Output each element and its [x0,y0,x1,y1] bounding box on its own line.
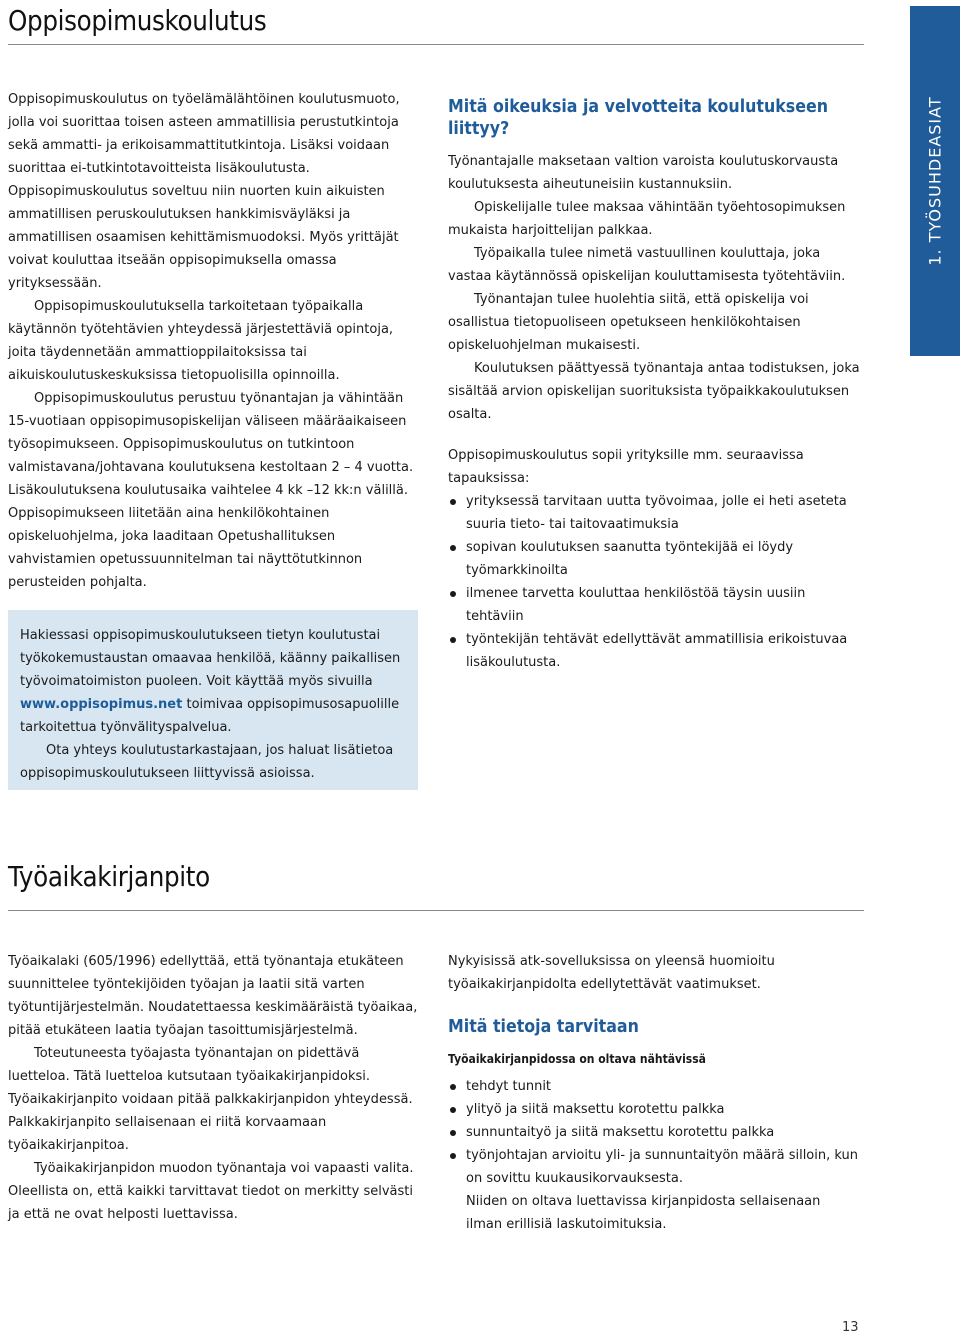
title-rule [8,44,864,45]
body-paragraph: Oppisopimuskoulutuksella tarkoitetaan työpaikalla käytännön työtehtävien yhteydessä järjestettäviä opintoja, joita täydennetään ammattioppilaitoksissa tai aikuiskoulutuskeskuksissa tietopuolisilla opinnoilla. [8,299,394,383]
body-paragraph: Työnantajalle maksetaan valtion varoista koulutuskorvausta koulutuksesta aiheutuneisiin kustannuksiin. [448,154,839,192]
rights-heading: Mitä oikeuksia ja velvotteita koulutukseen liittyy? [448,96,828,139]
list-item: sunnuntaityö ja siitä maksettu korotettu palkka [448,1121,860,1144]
intro-paragraph: Oppisopimuskoulutus on työelämälähtöinen koulutusmuoto, jolla voi suorittaa toisen asteen ammatillisia perustutkintoja sekä ammatti- ja erikoisammattitutkintoja. Lisäksi voidaan suorittaa ei-tutkintotavoitteista lisäkoulutusta. Oppisopimuskoulutus soveltuu niin nuorten kuin aikuisten ammatillisen peruskoulutuksen hankkimisväyläksi ja ammatillisen osaamisen kehittämismuodoksi. Myös yrittäjät voivat kouluttaa itseään oppisopimuksella omassa yrityksessään. [8,92,400,291]
list-item: yrityksessä tarvitaan uutta työvoimaa, jolle ei heti aseteta suuria tieto- tai taitovaatimuksia [448,490,860,536]
body-paragraph: Opiskelijalle tulee maksaa vähintään työehtosopimuksen mukaista harjoittelijan palkkaa. [448,200,846,238]
body-paragraph: Työnantajan tulee huolehtia siitä, että opiskelija voi osallistua tietopuoliseen opetukseen henkilökohtaisen opiskeluohjelman mukaisesti. [448,292,809,353]
section-tab-label: 1. TYÖSUHDEASIAT [925,96,945,266]
info-box [8,610,418,790]
body-paragraph: Nykyisissä atk-sovelluksissa on yleensä huomioitu työaikakirjanpidolta edellytettävät vaatimukset. [448,954,775,992]
section-tab [910,6,960,356]
section1-left-column [8,88,418,594]
list-item: ylityö ja siitä maksettu korotettu palkka [448,1098,860,1121]
oppisopimus-link[interactable]: www.oppisopimus.net [20,697,183,712]
suits-intro: Oppisopimuskoulutus sopii yrityksille mm. seuraavissa tapauksissa: [448,448,804,486]
body-paragraph: Oppisopimuskoulutus perustuu työnantajan ja vähintään 15-vuotiaan oppisopimusopiskelijan väliseen määräaikaiseen työsopimukseen. Oppisopimuskoulutus on tutkintoon valmistavana/johtavana koulutuksena kestoltaan 2 – 4 vuotta. Lisäkoulutuksena koulutusaika vaihtelee 4 kk –12 kk:n välillä. Oppisopimukseen liitetään aina henkilökohtainen opiskeluohjelma, joka laaditaan Opetushallituksen vahvistamien opetussuunnitelman tai näyttötutkinnon perusteiden pohjalta. [8,391,414,590]
section-title: Työaikakirjanpito [8,860,210,893]
body-paragraph: Työaikalaki (605/1996) edellyttää, että työnantaja etukäteen suunnittelee työntekijöiden työajan ja laatii sitä varten työtuntijärjestelmän. Noudatettaessa keskimääräistä työaikaa, pitää etukäteen laatia työajan tasoittumisjärjestelmä. [8,954,418,1038]
info-box-text: Hakiessasi oppisopimuskoulutukseen tietyn koulutustai työkokemustaustan omaavaa henkilöä, käänny paikallisen työvoimatoimiston puoleen. Voit käyttää myös sivuilla www.oppisopimus.net toimivaa oppisopimusosapuolille tarkoitettua työnvälityspalvelua. [20,628,401,735]
suits-list [448,490,860,674]
list-item: työntekijän tehtävät edellyttävät ammatillisia erikoistuvaa lisäkoulutusta. [448,628,860,674]
body-paragraph: Työpaikalla tulee nimetä vastuullinen kouluttaja, joka vastaa käytännössä opiskelijan kouluttamisesta työtehtäviin. [448,246,846,284]
list-note: Niiden on oltava luettavissa kirjanpidosta sellaisenaan ilman erillisiä laskutoimituksia. [466,1194,821,1232]
records-list [448,1075,860,1190]
page-number: 13 [842,1320,859,1335]
list-item: tehdyt tunnit [448,1075,860,1098]
body-paragraph: Koulutuksen päättyessä työnantaja antaa todistuksen, joka sisältää arvion opiskelijan suorituksista työpaikkakoulutuksen osalta. [448,361,860,422]
info-box-text: Ota yhteys koulutustarkastajaan, jos haluat lisätietoa oppisopimuskoulutukseen liittyvissä asioissa. [20,743,394,781]
section2-left-column [8,950,418,1226]
list-item: työnjohtajan arvioitu yli- ja sunnuntaityön määrä silloin, kun on sovittu kuukausikorvauksesta. [448,1144,860,1190]
title-rule [8,910,864,911]
page-title: Oppisopimuskoulutus [8,4,267,37]
list-item: sopivan koulutuksen saanutta työntekijää ei löydy työmarkkinoilta [448,536,860,582]
info-needed-subheading: Työaikakirjanpidossa on oltava nähtävissä [448,1052,706,1066]
info-needed-heading: Mitä tietoja tarvitaan [448,1016,639,1037]
section1-right-column [448,96,860,674]
list-item: ilmenee tarvetta kouluttaa henkilöstöä täysin uusiin tehtäviin [448,582,860,628]
body-paragraph: Työaikakirjanpidon muodon työnantaja voi vapaasti valita. Oleellista on, että kaikki tarvittavat tiedot on merkitty selvästi ja että ne ovat helposti luettavissa. [8,1161,414,1222]
body-paragraph: Toteutuneesta työajasta työnantajan on pidettävä luetteloa. Tätä luetteloa kutsutaan työaikakirjanpidoksi. Työaikakirjanpito voidaan pitää palkkakirjanpidon yhteydessä. Palkkakirjanpito sellaisenaan ei riitä korvaamaan työaikakirjanpitoa. [8,1046,413,1153]
section2-right-column [448,950,860,1236]
